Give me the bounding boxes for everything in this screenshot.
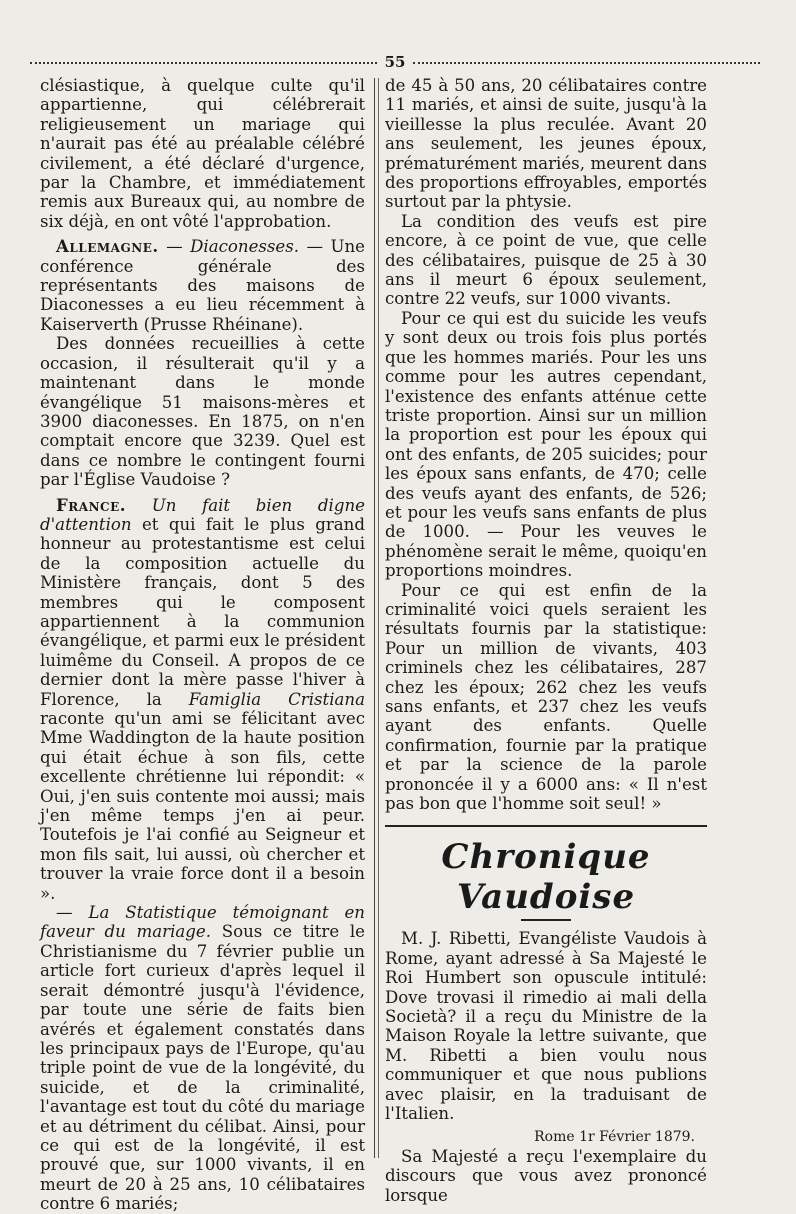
column-divider bbox=[374, 78, 375, 1158]
france-title: Un fait bien digne d'attention bbox=[40, 495, 365, 534]
page-number: 55 bbox=[384, 53, 406, 71]
statistique-article bbox=[40, 903, 365, 1214]
diaconesses-statistics: Des données recueillies à cette occasion, il résulterait qu'il y a maintenant dans le monde évangélique 51 maisons-mères et 3900 diaconesses. En 1875, on n'en comptait encore que 3239. Quel est dans ce nombre le contingent fourni par l'Église Vaudoise ? bbox=[40, 334, 365, 490]
left-column bbox=[40, 76, 365, 1214]
section-separator bbox=[385, 825, 707, 827]
france-heading: France. bbox=[56, 494, 127, 515]
column-divider-inner bbox=[378, 78, 379, 1158]
right-column bbox=[385, 76, 707, 1205]
criminalite-paragraph: Pour ce qui est enfin de la criminalité voici quels seraient les résultats fournis par la statistique: Pour un million de vivants, 403 criminels chez les célibataires, 287 chez les époux; 262 chez les veufs sans enfants, et 237 chez les veufs ayant des enfants. Quelle confirmation, fournie par la pratique et par la science de la parole prononcée il y a 6000 ans: « Il n'est pas bon que l'homme soit seul! » bbox=[385, 580, 707, 814]
statistique-title: — La Statistique témoignant en faveur du mariage. bbox=[40, 903, 365, 942]
ribetti-paragraph: M. J. Ribetti, Evangéliste Vaudois à Rome, ayant adressé à Sa Majesté le Roi Humbert son opuscule intitulé: Dove trovasi il rimedio ai mali della Società? il a reçu du Ministre de la Maison Royale la lettre suivante, que M. Ribetti a bien voulu nous communiquer et que nous publions avec plaisir, en la traduisant de l'Italien. bbox=[385, 929, 707, 1124]
letter-start: Sa Majesté a reçu l'exemplaire du discours que vous avez prononcé lorsque bbox=[385, 1146, 707, 1205]
header-rule-right bbox=[413, 62, 760, 64]
header-rule-left bbox=[30, 62, 377, 64]
heading-short-rule bbox=[521, 919, 571, 921]
chronique-vaudoise-heading: Chronique Vaudoise bbox=[441, 837, 651, 918]
letter-date: Rome 1r Février 1879. bbox=[534, 1128, 695, 1145]
statistique-text: Sous ce titre le Christianisme du 7 février publie un article fort curieux d'après lequel il serait démontré jusqu'à l'évidence, par toute une série de faits bien avérés et également constatés dans les principaux pays de l'Europe, qu'au triple point de vue de la longévité, du suicide, et de la criminalité, l'avantage est tout du côté du mariage et au détriment du célibat. Ainsi, pour ce qui est de la longévité, il est prouvé que, sur 1000 vivants, il en meurt de 20 à 25 ans, 10 célibataires contre 6 mariés; bbox=[40, 922, 366, 1214]
veufs-paragraph: La condition des veufs est pire encore, à ce point de vue, que celle des célibataires, puisque de 25 à 30 ans il meurt 6 époux seulement, contre 22 veufs, sur 1000 vivants. bbox=[385, 211, 707, 309]
france-article bbox=[40, 496, 365, 904]
france-text: et qui fait le plus grand honneur au protestantisme est celui de la composition actuelle du Ministère français, dont 5 des membres qui le composent appartiennent à la communion évangélique, et parmi eux le président luimême du Conseil. A propos de ce dernier dont la mère passe l'hiver à Florence, la bbox=[40, 514, 365, 709]
suicide-paragraph: Pour ce qui est du suicide les veufs y sont deux ou trois fois plus portés que les hommes mariés. Pour les uns comme pour les autres cependant, l'existence des enfants atténue cette triste proportion. Ainsi sur un million la proportion est pour les époux qui ont des enfants, de 205 suicides; pour les époux sans enfants, de 470; celle des veufs ayant des enfants, de 526; et pour les veufs sans enfants de plus de 1000. — Pour les veuves le phénomène serait le même, quoiqu'en proportions moindres. bbox=[385, 308, 707, 581]
allemagne-heading: Allemagne. bbox=[56, 236, 159, 257]
left-paragraph-continuation: clésiastique, à quelque culte qu'il appartienne, qui célébrerait religieusement un mariage qui n'aurait pas été au préalable célébré civilement, a été déclaré d'urgence, par la Chambre, et immédiatement remis aux Bureaux qui, au nombre de six déjà, en ont vôté l'approbation. bbox=[40, 76, 365, 231]
allemagne-text: Une conférence générale des représentants des maisons de Diaconesses a eu lieu récemment à Kaiserverth (Prusse Rhéinane). bbox=[40, 237, 365, 334]
right-paragraph-continuation: de 45 à 50 ans, 20 célibataires contre 11 mariés, et ainsi de suite, jusqu'à la vieillesse la plus reculée. Avant 20 ans seulement, les jeunes époux, prématurément mariés, meurent dans des proportions effroyables, emportés surtout par la phtysie. bbox=[385, 76, 707, 212]
page-header bbox=[30, 52, 760, 72]
famiglia-cristiana: Famiglia Cristiana bbox=[188, 689, 365, 709]
france-text-continued: raconte qu'un ami se félicitant avec Mme Waddington de la haute position qui était échue à son fils, cette excellente chrétienne lui répondit: « Oui, j'en suis contente moi aussi; mais j'en même temps j'en ai peur. Toutefois je l'ai confié au Seigneur et mon fils sait, lui aussi, où chercher et trouver la vraie force dont il a besoin ». bbox=[40, 709, 365, 903]
allemagne-title: — Diaconesses. — bbox=[166, 237, 324, 257]
allemagne-article bbox=[40, 237, 365, 334]
